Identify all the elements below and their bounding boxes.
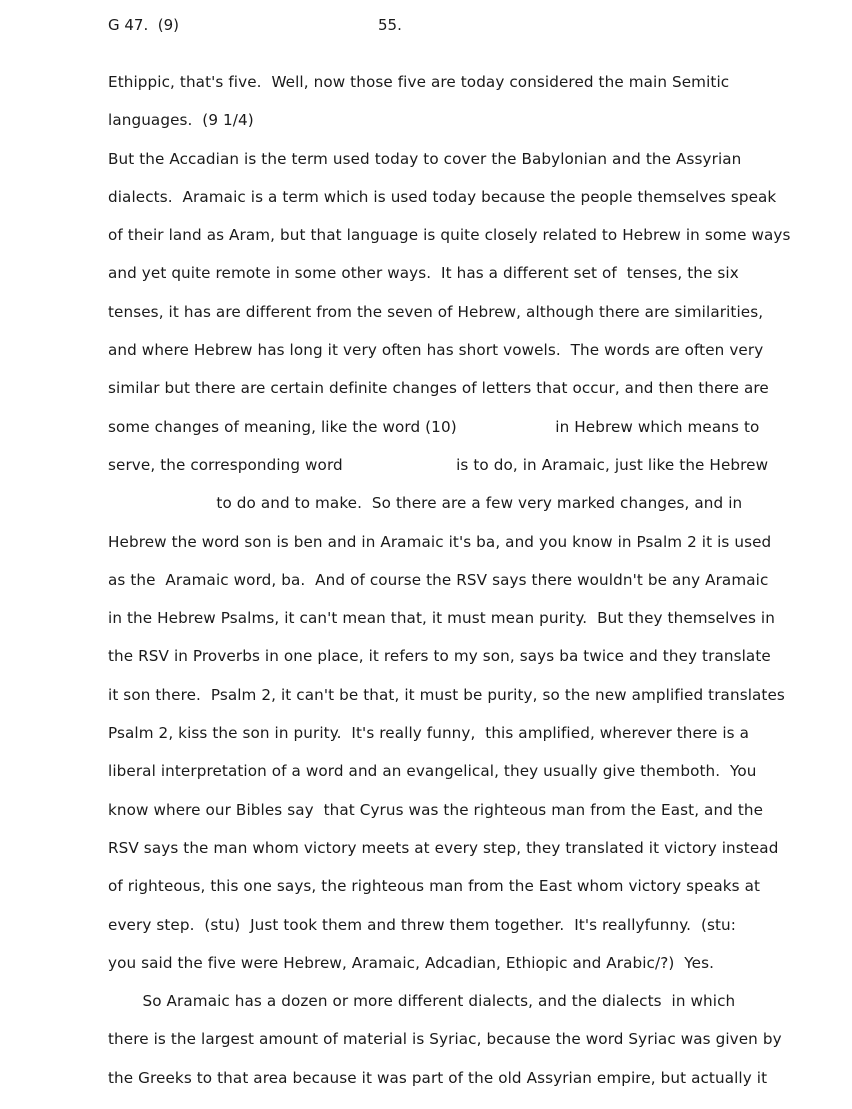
text-line: But the Accadian is the term used today to cover the Babylonian and the Assyrian	[108, 149, 742, 168]
text-line: languages. (9 1/4)	[108, 111, 254, 130]
text-line: and where Hebrew has long it very often has short vowels. The words are often very	[108, 341, 764, 360]
text-line: know where our Bibles say that Cyrus was the righteous man from the East, and the	[108, 800, 764, 819]
text-line: tenses, it has are different from the seven of Hebrew, although there are similarities,	[108, 302, 764, 321]
text-line: and yet quite remote in some other ways. It has a different set of tenses, the six	[108, 264, 739, 283]
text-line: in the Hebrew Psalms, it can't mean that, it must mean purity. But they themselves in	[108, 609, 775, 628]
text-line: serve, the corresponding word is to do, in Aramaic, just like the Hebrew	[108, 455, 769, 474]
text-line: Ethippic, that's five. Well, now those five are today considered the main Semitic	[108, 73, 730, 91]
text-line: it son there. Psalm 2, it can't be that, it must be purity, so the new amplified translates	[108, 685, 785, 704]
page-number: 55.	[378, 16, 402, 34]
text-line: the RSV in Proverbs in one place, it refers to my son, says ba twice and they translate	[108, 647, 771, 666]
text-line: there is the largest amount of material is Syriac, because the word Syriac was given by	[108, 1030, 782, 1049]
text-line: similar but there are certain definite changes of letters that occur, and then there are	[108, 379, 769, 398]
text-line: as the Aramaic word, ba. And of course the RSV says there wouldn't be any Aramaic	[108, 570, 769, 589]
text-line: liberal interpretation of a word and an evangelical, they usually give themboth. You	[108, 762, 757, 781]
text-line: RSV says the man whom victory meets at every step, they translated it victory instead	[108, 838, 779, 857]
text-line: of their land as Aram, but that language is quite closely related to Hebrew in some ways	[108, 226, 791, 245]
text-line: every step. (stu) Just took them and threw them together. It's reallyfunny. (stu:	[108, 915, 736, 934]
text-line: some changes of meaning, like the word (10) in Hebrew which means to	[108, 417, 760, 436]
document-reference: G 47. (9)	[108, 16, 180, 34]
text-line: the Greeks to that area because it was part of the old Assyrian empire, but actually it	[108, 1068, 768, 1087]
text-line: to do and to make. So there are a few very marked changes, and in	[108, 494, 743, 513]
text-line: dialects. Aramaic is a term which is used today because the people themselves speak	[108, 187, 777, 206]
text-line: Psalm 2, kiss the son in purity. It's really funny, this amplified, wherever there is a	[108, 724, 750, 743]
body-text	[0, 69, 852, 1103]
text-line: of righteous, this one says, the righteous man from the East whom victory speaks at	[108, 877, 761, 896]
text-line: Hebrew the word son is ben and in Aramaic it's ba, and you know in Psalm 2 it is used	[108, 532, 772, 551]
text-line: So Aramaic has a dozen or more different dialects, and the dialects in which	[108, 992, 736, 1011]
text-line: you said the five were Hebrew, Aramaic, Adcadian, Ethiopic and Arabic/?) Yes.	[108, 953, 715, 972]
